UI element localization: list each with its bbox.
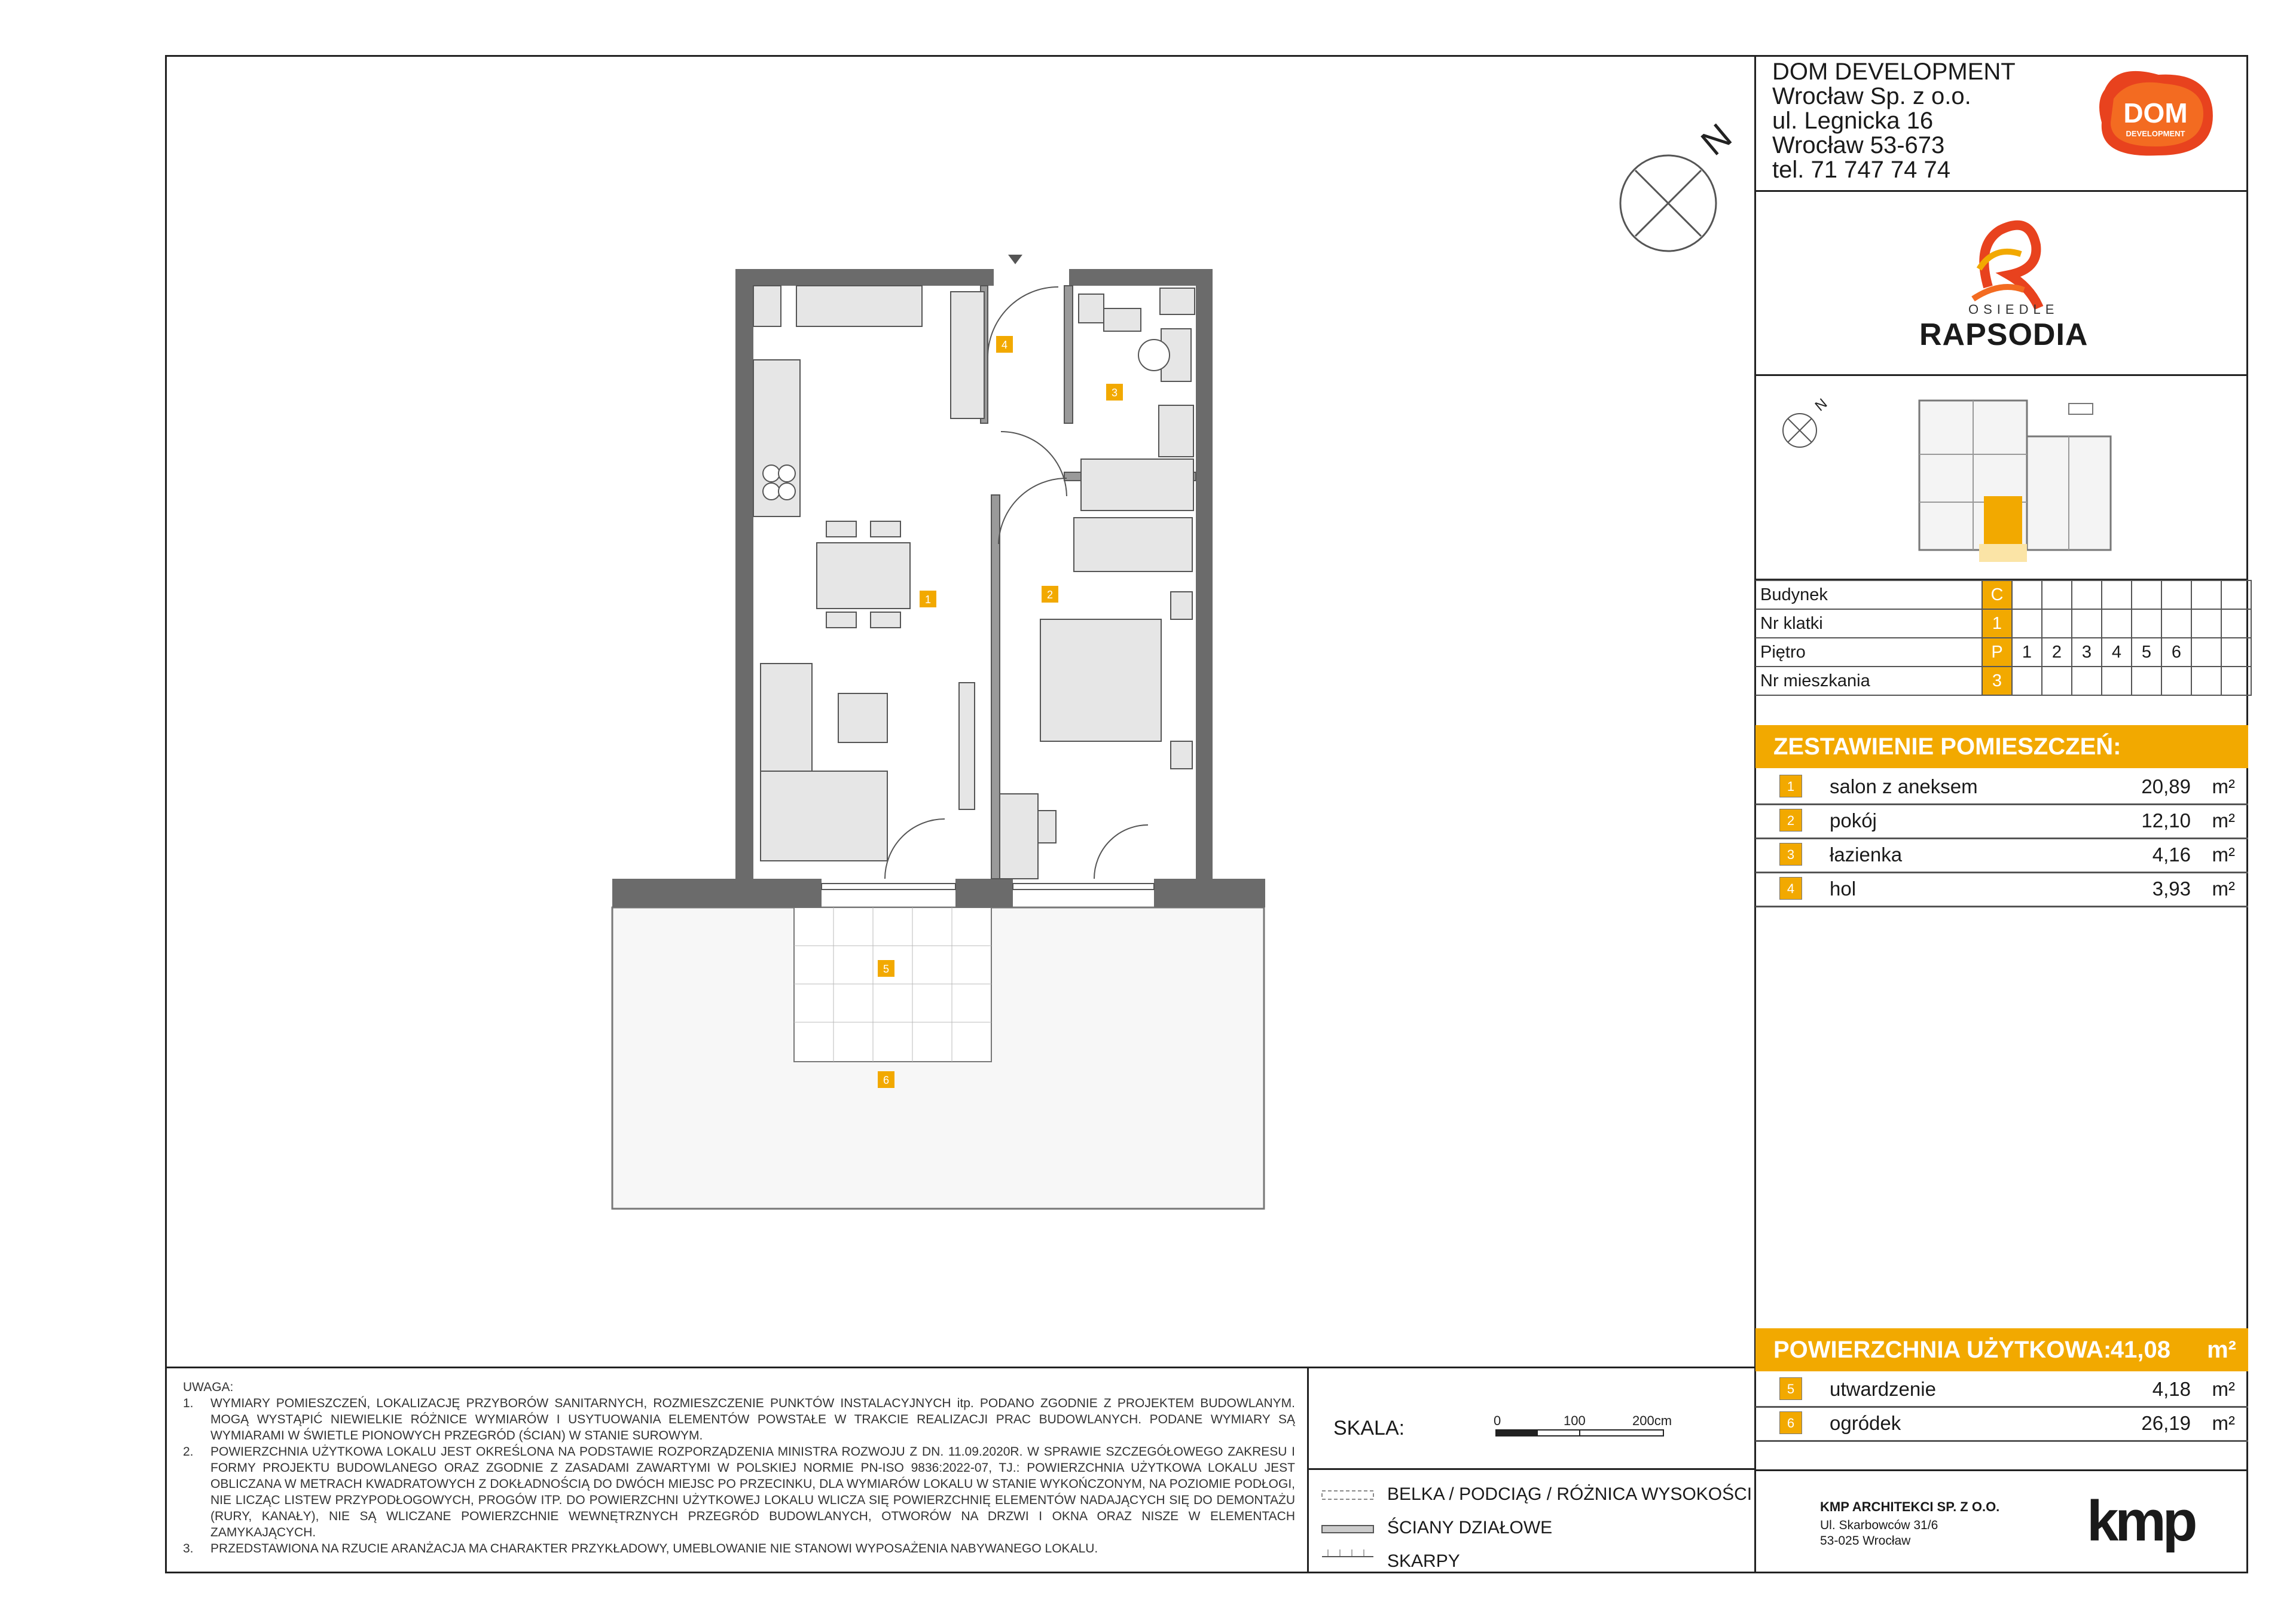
info-cell [2132,580,2161,609]
terrace-area [794,907,991,1062]
note-text: POWIERZCHNIA UŻYTKOWA LOKALU JEST OKREŚLONA NA PODSTAWIE ROZPORZĄDZENIA MINISTRA ROZWOJU Z DN. 11.09.2020R. W SPRAWIE SZCZEGÓŁOWEGO ZAKRESU I FORMY PROJEKTU BUDOWLANEGO ORAZ ZGODNIE Z ZASADAMI ZAWARTYMI W POLSKIEJ NORMIE PN-ISO 9836:2022-07, TJ.: POWIERZCHNIA UŻYTKOWA LOKALU JEST OBLICZANA W METRACH KWADRATOWYCH Z DOKŁADNOŚCIĄ DO DWÓCH MIEJSC PO PRZECINKU, DLA WYMIARÓW LOKALU W STANIE WYKOŃCZONYM, NA POZIOMIE PODŁOGI, NIE LICZĄC LISTEW PRZYPODŁOGOWYCH, PROGÓW ITP. DO POWIERZCHNI UŻYTKOWEJ LOKALU WLICZA SIĘ POWIERZCHNIĘ ELEMENTÓW NADAJĄCYCH SIĘ DO DEMONTAŻU (RURY, KANAŁY), NIE SĄ WLICZANE POWIERZCHNIE WEWNĘTRZNYCH PRZEGRÓD BUDOWLANYCH, OTWORÓW NA DRZWI I OKNA ORAZ NISZE W ELEMENTACH ZAMYKAJĄCYCH. [210,1445,1295,1539]
info-cell [2191,638,2221,667]
room-unit: m² [2212,809,2235,832]
info-row-apartment [1755,667,2251,695]
info-cell [2042,580,2072,609]
info-cell: 6 [2161,638,2191,667]
info-cell [2161,609,2191,638]
room-area: 4,18 [2152,1378,2191,1400]
info-cell [2132,667,2161,695]
info-cell [2221,638,2251,667]
info-cell: 1 [1982,609,2012,638]
architect-street: Ul. Skarbowców 31/6 [1820,1518,1938,1532]
notes-divider [1307,1367,1309,1573]
unit-info-table [1755,580,2252,696]
room-name: hol [1830,878,1857,900]
legend-partition-walls: ŚCIANY DZIAŁOWE [1387,1518,1553,1538]
info-cell [2102,580,2132,609]
info-cell: C [1982,580,2012,609]
estate-divider [1754,374,2248,376]
room-number: 5 [1779,1377,1802,1400]
plan-label-4: 4 [1001,339,1008,351]
info-cell: 1 [2012,638,2042,667]
room-row [1755,838,2248,873]
footer-divider [165,1367,1755,1368]
scale-tick-100: 100 [1564,1413,1586,1428]
scale-label: SKALA: [1333,1417,1405,1439]
room-area: 3,93 [2152,878,2191,900]
room-area: 20,89 [2141,775,2191,797]
room-name: salon z aneksem [1830,775,1978,797]
room-number: 2 [1779,809,1802,832]
info-cell [2072,580,2102,609]
company-address [1772,60,2016,182]
estate-small-label: OSIEDLE [1968,302,2059,317]
usable-area-unit: m² [2207,1337,2236,1363]
note-number: 3. [183,1542,194,1555]
room-area: 26,19 [2141,1412,2191,1434]
info-cell [2042,609,2072,638]
info-label: Nr klatki [1755,609,1982,638]
company-subname: Wrocław Sp. z o.o. [1772,83,1971,109]
company-name: DOM DEVELOPMENT [1772,59,2016,85]
info-cell: 4 [2102,638,2132,667]
info-cell: 3 [1982,667,2012,695]
room-unit: m² [2212,843,2235,866]
info-cell [2042,667,2072,695]
notes-block [183,1379,1295,1557]
info-cell [2221,667,2251,695]
info-row-building [1755,580,2251,609]
info-cell: P [1982,638,2012,667]
note-number: 2. [183,1445,194,1459]
info-cell [2012,667,2042,695]
room-name: ogródek [1830,1412,1901,1434]
info-cell [2072,667,2102,695]
estate-name: RAPSODIA [1919,317,2089,352]
company-street: ul. Legnicka 16 [1772,108,1934,134]
company-phone: tel. 71 747 74 74 [1772,157,1951,183]
north-compass [1608,115,1739,263]
scale-tick-200: 200cm [1632,1413,1672,1428]
architect-city: 53-025 Wrocław [1820,1534,1911,1548]
note-text: PRZEDSTAWIONA NA RZUCIE ARANŻACJA MA CHARAKTER PRZYKŁADOWY, UMEBLOWANIE NIE STANOWI WYPOSAŻENIA NABYWANEGO LOKALU. [210,1542,1098,1555]
plan-label-6: 6 [883,1074,890,1086]
extra-row [1755,1373,2248,1408]
scale-tick-0: 0 [1494,1413,1501,1428]
info-cell [2161,580,2191,609]
room-area: 12,10 [2141,809,2191,832]
room-row [1755,770,2248,805]
north-label: N [1693,115,1739,163]
legend-beam: BELKA / PODCIĄG / RÓŻNICA WYSOKOŚCI [1387,1484,1752,1504]
legend-symbols [1318,1483,1378,1566]
extra-row [1755,1407,2248,1442]
info-cell [2012,609,2042,638]
info-cell: 2 [2042,638,2072,667]
info-row-staircase [1755,609,2251,638]
info-cell [2221,609,2251,638]
info-cell [2191,609,2221,638]
room-name: utwardzenie [1830,1378,1936,1400]
info-cell [2072,609,2102,638]
notes-title: UWAGA: [183,1380,234,1394]
room-row [1755,804,2248,839]
room-name: łazienka [1830,843,1903,866]
dom-logo-text: DOM [2123,97,2188,129]
scale-legend-divider [1307,1468,1755,1470]
info-cell [2191,580,2221,609]
info-label: Piętro [1755,638,1982,667]
note-item [183,1541,1295,1557]
room-number: 1 [1779,775,1802,797]
usable-area-bar [1755,1328,2248,1371]
note-item [183,1444,1295,1541]
info-cell [2191,667,2221,695]
company-divider [1754,190,2248,192]
company-city: Wrocław 53-673 [1772,132,1945,158]
info-cell: 3 [2072,638,2102,667]
room-unit: m² [2212,878,2235,900]
room-unit: m² [2212,1412,2235,1434]
usable-area-value: 41,08 [2110,1337,2170,1363]
note-item [183,1395,1295,1444]
room-unit: m² [2212,775,2235,797]
info-row-floor [1755,638,2251,667]
room-unit: m² [2212,1378,2235,1400]
info-label: Nr mieszkania [1755,667,1982,695]
architect-divider [1754,1469,2248,1471]
usable-area-label: POWIERZCHNIA UŻYTKOWA: [1773,1337,2112,1363]
scale-bar [1489,1411,1686,1441]
info-cell [2221,580,2251,609]
room-name: pokój [1830,809,1877,832]
info-cell [2102,667,2132,695]
rooms-title: ZESTAWIENIE POMIESZCZEŃ: [1755,725,2248,768]
note-text: WYMIARY POMIESZCZEŃ, LOKALIZACJĘ PRZYBORÓW SANITARNYCH, ROZMIESZCZENIE PUNKTÓW INSTALACYJNYCH itp. PODANO ZGODNIE Z PROJEKTEM BUDOWLANYM. MOGĄ WYSTĄPIĆ NIEWIELKIE RÓŻNICE WYMIARÓW I USYTUOWANIA ELEMENTÓW POWSTAŁE W TRAKCIE REALIZACJI PRAC BUDOWLANYCH. PODANE WYMIARY SĄ WYMIARAMI W ŚWIETLE PIONOWYCH PRZEGRÓD (ŚCIAN) W STANIE SUROWYM. [210,1396,1295,1442]
dom-logo-subtext: DEVELOPMENT [2126,129,2185,138]
key-plan [1770,389,2236,574]
room-number: 4 [1779,877,1802,900]
info-cell [2161,667,2191,695]
info-label: Budynek [1755,580,1982,609]
room-number: 3 [1779,843,1802,866]
legend-slopes: SKARPY [1387,1551,1460,1571]
room-row [1755,872,2248,907]
room-area: 4,16 [2152,843,2191,866]
floor-plan [604,251,1274,1219]
dom-development-logo [2093,66,2218,161]
info-cell: 5 [2132,638,2161,667]
keyplan-north-label: N [1812,395,1831,415]
note-number: 1. [183,1396,194,1410]
room-number: 6 [1779,1411,1802,1434]
info-cell [2132,609,2161,638]
kmp-logo: kmp [2087,1489,2194,1553]
info-cell [2102,609,2132,638]
plan-label-2: 2 [1046,589,1054,601]
plan-label-1: 1 [924,594,932,606]
plan-label-3: 3 [1111,387,1118,399]
plan-label-5: 5 [883,963,890,975]
info-cell [2012,580,2042,609]
architect-name: KMP ARCHITEKCI SP. Z O.O. [1820,1499,2000,1514]
